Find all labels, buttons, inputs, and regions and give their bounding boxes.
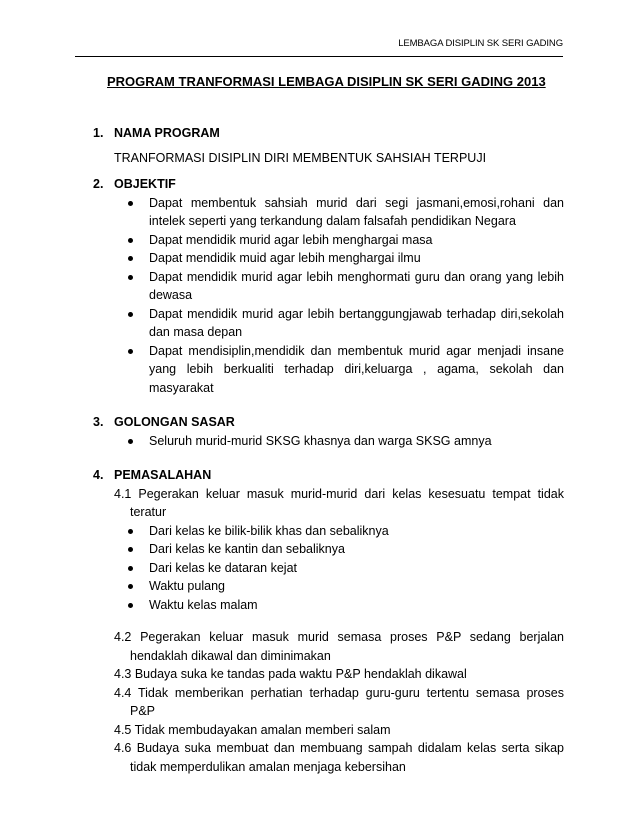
list-item: Waktu pulang xyxy=(149,577,564,596)
list-item: Dari kelas ke dataran kejat xyxy=(149,559,564,578)
bullet-icon xyxy=(128,312,133,317)
bullet-icon xyxy=(128,439,133,444)
header-text: LEMBAGA DISIPLIN SK SERI GADING xyxy=(398,38,563,49)
bullet-icon xyxy=(128,201,133,206)
pemasalahan-list xyxy=(93,522,564,615)
list-item: Dari kelas ke bilik-bilik khas dan sebaliknya xyxy=(149,522,564,541)
bullet-icon xyxy=(128,603,133,608)
section-number: 3. xyxy=(93,415,104,429)
list-item: Dapat mendisiplin,mendidik dan membentuk murid agar menjadi insane yang lebih berkualiti terhadap diri,keluarga , agama, sekolah dan masyarakat xyxy=(149,342,564,398)
list-item: Waktu kelas malam xyxy=(149,596,564,615)
document-title: PROGRAM TRANFORMASI LEMBAGA DISIPLIN SK SERI GADING 2013 xyxy=(107,74,546,89)
objektif-list xyxy=(93,194,564,398)
list-item: Dapat mendidik murid agar lebih menghargai masa xyxy=(149,231,564,250)
bullet-icon xyxy=(128,256,133,261)
document-body xyxy=(93,124,564,776)
list-item: Seluruh murid-murid SKSG khasnya dan warga SKSG amnya xyxy=(149,432,564,451)
section-number: 2. xyxy=(93,177,104,191)
list-item: Dapat mendidik murid agar lebih menghormati guru dan orang yang lebih dewasa xyxy=(149,268,564,305)
section-heading: OBJEKTIF xyxy=(114,177,176,191)
list-item: Dapat mendidik murid agar lebih bertanggungjawab terhadap diri,sekolah dan masa depan xyxy=(149,305,564,342)
section-nama-program xyxy=(93,124,564,143)
section-golongan-sasar xyxy=(93,413,564,432)
problem-4-5: 4.5 Tidak membudayakan amalan memberi salam xyxy=(114,722,391,737)
bullet-icon xyxy=(128,349,133,354)
bullet-icon xyxy=(128,529,133,534)
list-item: Dapat membentuk sahsiah murid dari segi jasmani,emosi,rohani dan intelek seperti yang terkandung dalam falsafah pendidikan Negara xyxy=(149,194,564,231)
page-header xyxy=(75,38,563,57)
section-heading: PEMASALAHAN xyxy=(114,468,212,482)
golongan-list xyxy=(93,432,564,451)
bullet-icon xyxy=(128,275,133,280)
program-name-text: TRANFORMASI DISIPLIN DIRI MEMBENTUK SAHSIAH TERPUJI xyxy=(114,150,487,165)
bullet-icon xyxy=(128,566,133,571)
problem-4-4: 4.4 Tidak memberikan perhatian terhadap guru-guru tertentu semasa proses P&P xyxy=(114,685,564,718)
problem-4-6: 4.6 Budaya suka membuat dan membuang sampah didalam kelas serta sikap tidak memperdulikan amalan menjaga kebersihan xyxy=(114,741,564,774)
list-item: Dari kelas ke kantin dan sebaliknya xyxy=(149,540,564,559)
problem-4-3: 4.3 Budaya suka ke tandas pada waktu P&P hendaklah dikawal xyxy=(114,667,467,681)
bullet-icon xyxy=(128,547,133,552)
section-objektif xyxy=(93,175,564,194)
section-heading: GOLONGAN SASAR xyxy=(114,415,235,429)
section-pemasalahan xyxy=(93,466,564,485)
section-number: 4. xyxy=(93,468,104,482)
list-item: Dapat mendidik muid agar lebih menghargai ilmu xyxy=(149,249,564,268)
section-heading: NAMA PROGRAM xyxy=(114,126,220,140)
bullet-icon xyxy=(128,584,133,589)
section-number: 1. xyxy=(93,126,104,140)
problem-4-1: 4.1 Pegerakan keluar masuk murid-murid dari kelas kesesuatu tempat tidak teratur xyxy=(114,486,564,519)
bullet-icon xyxy=(128,238,133,243)
problem-4-2: 4.2 Pegerakan keluar masuk murid semasa proses P&P sedang berjalan hendaklah dikawal dan diminimakan xyxy=(114,630,564,663)
